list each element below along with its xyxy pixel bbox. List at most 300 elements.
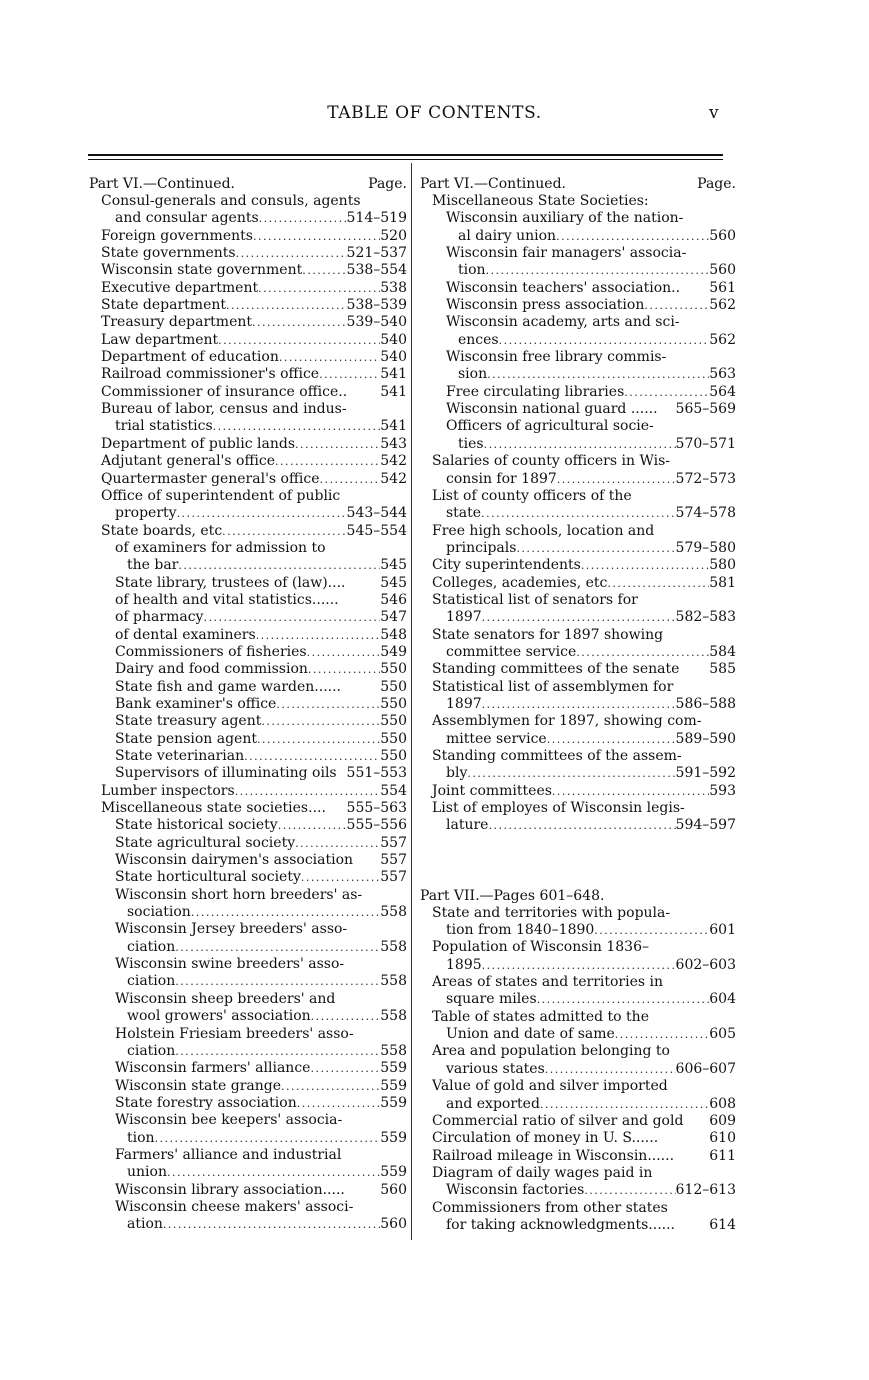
toc-entry-page: 521–537 [346, 245, 407, 262]
toc-entry [420, 922, 736, 939]
toc-entry-page: 604 [709, 991, 736, 1008]
toc-entry [89, 1164, 407, 1181]
toc-entry-title: State forestry association [115, 1094, 297, 1111]
toc-entry-page: 550 [380, 695, 407, 712]
toc-entry-title: Farmers' alliance and industrial [115, 1146, 342, 1163]
toc-entry-title: Foreign governments [101, 227, 253, 244]
toc-entry [420, 280, 736, 297]
toc-entry-title: Wisconsin auxiliary of the nation- [446, 210, 684, 227]
toc-entry-page: 545 [380, 557, 407, 574]
dot-leader [545, 1061, 676, 1078]
dot-leader [556, 228, 709, 245]
toc-entry [420, 679, 736, 696]
dot-leader [537, 991, 710, 1008]
toc-entry-title: ties [458, 435, 484, 452]
toc-entry-title: Supervisors of illuminating oils [115, 765, 337, 782]
toc-entry-title: of examiners for admission to [115, 539, 326, 556]
toc-entry-page: 593 [709, 782, 736, 799]
toc-entry [89, 245, 407, 262]
dot-leader [499, 332, 710, 349]
toc-entry [420, 1096, 736, 1113]
toc-entry-page: 520 [380, 227, 407, 244]
toc-entry-page: 539–540 [346, 314, 407, 331]
toc-entry-title: Department of education [101, 349, 279, 366]
dot-leader [281, 1078, 380, 1095]
toc-entry-page: 541 [380, 418, 407, 435]
dot-leader [218, 332, 380, 349]
dot-leader [481, 505, 675, 522]
part-heading: Part VII.—Pages 601–648. [420, 887, 605, 904]
toc-entry-page: 549 [380, 643, 407, 660]
column-divider [411, 163, 412, 1240]
header-rule-thick [88, 154, 723, 156]
toc-entry-title: Wisconsin national guard ...... [446, 401, 658, 418]
dot-leader [488, 817, 675, 834]
toc-entry [420, 800, 736, 817]
toc-entry [420, 1009, 736, 1026]
toc-entry [420, 1043, 736, 1060]
toc-entry-title: of pharmacy [115, 609, 204, 626]
toc-entry [89, 939, 407, 956]
toc-entry-title: Miscellaneous state societies.... [101, 800, 326, 817]
toc-entry [420, 627, 736, 644]
toc-entry-list [420, 905, 736, 1235]
toc-entry-list [89, 193, 407, 1234]
toc-entry-title: Wisconsin cheese makers' associ- [115, 1198, 354, 1215]
toc-entry-page: 558 [380, 1008, 407, 1025]
dot-leader [175, 1043, 380, 1060]
dot-leader [275, 453, 380, 470]
toc-entry [89, 887, 407, 904]
toc-entry [89, 627, 407, 644]
toc-entry-page: 574–578 [675, 505, 736, 522]
toc-entry [89, 193, 407, 210]
toc-entry-title: Statistical list of senators for [432, 591, 638, 608]
toc-entry-title: Wisconsin fair managers' associa- [446, 245, 687, 262]
dot-leader [278, 817, 347, 834]
toc-entry [89, 661, 407, 678]
toc-entry-title: Wisconsin press association [446, 297, 645, 314]
toc-entry [89, 609, 407, 626]
dot-leader [482, 609, 676, 626]
toc-entry-page: 580 [709, 557, 736, 574]
dot-leader [256, 627, 381, 644]
toc-entry-title: union [127, 1164, 167, 1181]
dot-leader [540, 1096, 709, 1113]
toc-entry-page: 560 [709, 227, 736, 244]
toc-entry [89, 557, 407, 574]
toc-entry-title: City superintendents [432, 557, 581, 574]
toc-entry [420, 471, 736, 488]
toc-entry-page: 543 [380, 435, 407, 452]
toc-entry [420, 436, 736, 453]
toc-entry-page: 579–580 [675, 539, 736, 556]
dot-leader [482, 696, 676, 713]
toc-entry [89, 921, 407, 938]
dot-leader [295, 436, 380, 453]
toc-entry-title: Dairy and food commission [115, 661, 308, 678]
toc-entry-title: lature [446, 817, 489, 834]
toc-entry-title: State governments [101, 245, 236, 262]
toc-entry [89, 523, 407, 540]
toc-entry-title: Wisconsin swine breeders' asso- [115, 956, 345, 973]
toc-entry-page: 543–544 [346, 505, 407, 522]
toc-entry [420, 228, 736, 245]
toc-entry-title: property [115, 505, 177, 522]
toc-entry-title: Joint committees [432, 782, 552, 799]
toc-entry-page: 550 [380, 748, 407, 764]
toc-entry-title: Wisconsin academy, arts and sci- [446, 314, 680, 331]
toc-entry-title: Commissioners from other states [432, 1199, 668, 1216]
toc-entry-title: State horticultural society [115, 869, 301, 886]
toc-entry [89, 1095, 407, 1112]
toc-entry [420, 505, 736, 522]
toc-entry-page: 558 [380, 973, 407, 990]
toc-entry-title: Area and population belonging to [432, 1043, 670, 1060]
dot-leader [311, 1008, 381, 1025]
toc-entry-title: Officers of agricultural socie- [446, 418, 654, 435]
toc-entry-title: bly [446, 765, 468, 782]
toc-entry-page: 559 [380, 1077, 407, 1094]
toc-entry [89, 991, 407, 1008]
toc-entry [89, 210, 407, 227]
toc-entry-page: 614 [709, 1216, 736, 1233]
toc-entry [89, 505, 407, 522]
toc-entry-page: 560 [709, 262, 736, 279]
dot-leader [482, 957, 676, 974]
toc-entry [89, 401, 407, 418]
dot-leader [295, 835, 380, 852]
toc-entry [89, 1147, 407, 1164]
toc-entry-page: 608 [709, 1095, 736, 1112]
toc-entry-page: 557 [380, 834, 407, 851]
toc-entry-title: Wisconsin state government [101, 262, 303, 279]
toc-entry-title: al dairy union [458, 227, 557, 244]
dot-leader [487, 366, 709, 383]
toc-entry [420, 332, 736, 349]
toc-entry-page: 542 [380, 470, 407, 487]
toc-entry-title: and consular agents [115, 210, 259, 227]
toc-entry [89, 471, 407, 488]
toc-entry [420, 1182, 736, 1199]
toc-entry-page: 557 [380, 852, 407, 869]
toc-entry-page: 546 [380, 591, 407, 608]
toc-entry [89, 696, 407, 713]
toc-entry-page: 582–583 [675, 609, 736, 626]
dot-leader [615, 1026, 709, 1043]
toc-entry-title: State senators for 1897 showing [432, 626, 664, 643]
toc-entry [89, 1078, 407, 1095]
toc-entry [420, 1200, 736, 1217]
toc-entry-page: 558 [380, 1042, 407, 1059]
dot-leader [177, 505, 347, 522]
dot-leader [310, 1060, 380, 1077]
dot-leader [222, 523, 346, 540]
toc-entry [89, 973, 407, 990]
dot-leader [258, 280, 380, 297]
toc-entry-title: sion [458, 366, 488, 383]
toc-entry [89, 575, 407, 592]
toc-entry-page: 586–588 [675, 695, 736, 712]
toc-entry-title: Quartermaster general's office [101, 470, 320, 487]
toc-entry-page: 559 [380, 1129, 407, 1146]
dot-leader [307, 644, 381, 661]
dot-leader [252, 314, 347, 331]
dot-leader [259, 210, 347, 227]
toc-entry-title: Wisconsin free library commis- [446, 349, 667, 366]
toc-entry-title: ences [458, 331, 499, 348]
toc-entry-title: Salaries of county officers in Wis- [432, 453, 670, 470]
toc-entry-page: 564 [709, 383, 736, 400]
toc-entry [420, 731, 736, 748]
header-rule-thin [88, 159, 723, 160]
toc-entry-title: ciation [127, 973, 176, 990]
toc-entry-title: Population of Wisconsin 1836– [432, 939, 649, 956]
toc-entry [420, 314, 736, 331]
toc-entry [89, 835, 407, 852]
toc-entry [89, 852, 407, 869]
toc-entry [89, 1026, 407, 1043]
left-part-heading-row [89, 175, 407, 193]
toc-entry [89, 592, 407, 609]
toc-entry [420, 592, 736, 609]
toc-entry [420, 349, 736, 366]
right-column [420, 175, 736, 1234]
dot-leader [213, 418, 381, 435]
toc-entry-page: 541 [380, 366, 407, 383]
toc-entry-title: Wisconsin state grange [115, 1077, 282, 1094]
toc-entry [89, 366, 407, 383]
toc-entry [89, 488, 407, 505]
toc-entry-title: State fish and game warden...... [115, 678, 341, 695]
toc-entry [420, 661, 736, 678]
toc-entry-page: 605 [709, 1026, 736, 1043]
toc-entry [420, 1026, 736, 1043]
toc-entry-page: 606–607 [675, 1060, 736, 1077]
toc-entry-title: Wisconsin sheep breeders' and [115, 990, 336, 1007]
toc-entry-title: Office of superintendent of public [101, 487, 341, 504]
toc-entry-page: 514–519 [346, 210, 407, 227]
toc-entry [420, 523, 736, 540]
dot-leader [167, 1164, 380, 1181]
toc-entry-page: 540 [380, 349, 407, 366]
page-label: Page. [368, 176, 407, 192]
dot-leader [576, 644, 709, 661]
toc-entry-title: Law department [101, 331, 219, 348]
toc-entry-title: State treasury agent [115, 713, 262, 730]
toc-entry-title: ciation [127, 938, 176, 955]
part7-heading-row [420, 887, 736, 905]
toc-entry-page: 559 [380, 1164, 407, 1181]
toc-entry-page: 589–590 [675, 730, 736, 747]
toc-entry [420, 262, 736, 279]
toc-entry [420, 696, 736, 713]
toc-entry [89, 904, 407, 921]
toc-entry-title: Holstein Friesiam breeders' asso- [115, 1025, 354, 1042]
toc-entry [89, 713, 407, 730]
dot-leader [253, 228, 380, 245]
page-title: TABLE OF CONTENTS. [327, 103, 542, 123]
toc-entry [89, 280, 407, 297]
toc-entry [420, 748, 736, 765]
toc-entry-title: Treasury department [101, 314, 252, 331]
toc-entry-title: Bank examiner's office [115, 695, 277, 712]
toc-entry-page: 584 [709, 643, 736, 660]
toc-entry [89, 1182, 407, 1199]
dot-leader [257, 731, 380, 748]
toc-entry [420, 245, 736, 262]
toc-entry-page: 545–554 [346, 522, 407, 539]
toc-entry-page: 609 [709, 1112, 736, 1129]
toc-entry [420, 765, 736, 782]
dot-leader [484, 436, 676, 453]
toc-entry-title: Table of states admitted to the [432, 1008, 649, 1025]
toc-entry-title: sociation [127, 904, 191, 921]
toc-entry-title: the bar [127, 557, 179, 574]
toc-entry [89, 783, 407, 800]
toc-entry-title: Colleges, academies, etc [432, 574, 608, 591]
toc-entry-title: Statistical list of assemblymen for [432, 678, 674, 695]
toc-entry [89, 453, 407, 470]
toc-entry [89, 228, 407, 245]
toc-entry [89, 1060, 407, 1077]
toc-entry-page: 612–613 [675, 1182, 736, 1199]
dot-leader [175, 939, 380, 956]
dot-leader [203, 609, 380, 626]
toc-entry-title: Commissioners of fisheries [115, 643, 307, 660]
toc-entry-page: 558 [380, 938, 407, 955]
dot-leader [244, 748, 380, 765]
toc-entry-title: Wisconsin Jersey breeders' asso- [115, 921, 348, 938]
toc-entry-title: tion [127, 1129, 155, 1146]
toc-entry [89, 869, 407, 886]
toc-entry-title: Railroad mileage in Wisconsin...... [432, 1147, 675, 1164]
toc-entry [420, 453, 736, 470]
toc-entry [420, 974, 736, 991]
dot-leader [178, 557, 380, 574]
toc-entry-page: 572–573 [675, 470, 736, 487]
toc-entry-title: state [446, 505, 482, 522]
toc-entry [89, 1130, 407, 1147]
toc-entry [89, 1199, 407, 1216]
toc-entry-title: Free high schools, location and [432, 522, 655, 539]
toc-entry-page: 550 [380, 730, 407, 747]
toc-entry [89, 418, 407, 435]
toc-entry-page: 542 [380, 453, 407, 470]
dot-leader [516, 540, 675, 557]
toc-entry [89, 765, 407, 782]
toc-entry-page: 565–569 [675, 401, 736, 418]
toc-entry-title: Standing committees of the assem- [432, 748, 682, 764]
toc-entry-title: principals [446, 539, 517, 556]
toc-entry-title: tion [458, 262, 486, 279]
toc-entry [89, 748, 407, 765]
toc-entry-title: of health and vital statistics...... [115, 591, 339, 608]
dot-leader [163, 1216, 380, 1233]
dot-leader [276, 696, 380, 713]
toc-entry [420, 297, 736, 314]
toc-entry-title: tion from 1840–1890 [446, 922, 595, 939]
toc-entry [89, 384, 407, 401]
toc-entry-title: List of county officers of the [432, 487, 632, 504]
toc-entry-title: Union and date of same [446, 1026, 615, 1043]
page-label: Page. [697, 176, 736, 192]
toc-entry-title: Miscellaneous State Societies: [432, 193, 649, 209]
toc-entry-page: 545 [380, 574, 407, 591]
toc-entry-title: Commissioner of insurance office.. [101, 383, 348, 400]
toc-entry-page: 562 [709, 331, 736, 348]
toc-entry [420, 418, 736, 435]
toc-entry [420, 366, 736, 383]
part-heading: Part VI.—Continued. [89, 176, 235, 192]
toc-entry [89, 332, 407, 349]
toc-entry-page: 560 [380, 1216, 407, 1233]
toc-entry-title: Railroad commissioner's office [101, 366, 320, 383]
toc-entry-title: State historical society [115, 817, 278, 834]
toc-entry [420, 210, 736, 227]
toc-entry-title: State and territories with popula- [432, 904, 671, 921]
toc-entry-page: 560 [380, 1181, 407, 1198]
toc-entry-page: 594–597 [675, 817, 736, 834]
toc-entry [89, 644, 407, 661]
toc-entry-title: Assemblymen for 1897, showing com- [432, 713, 702, 730]
toc-entry [89, 314, 407, 331]
toc-entry [420, 957, 736, 974]
toc-entry-title: Areas of states and territories in [432, 974, 664, 991]
toc-entry-page: 558 [380, 904, 407, 921]
dot-leader [226, 297, 347, 314]
toc-entry-page: 555–556 [346, 817, 407, 834]
page-number: v [709, 103, 719, 123]
toc-entry-title: committee service [446, 643, 577, 660]
toc-entry [420, 1165, 736, 1182]
toc-entry [420, 193, 736, 210]
dot-leader [624, 384, 709, 401]
dot-leader [319, 366, 380, 383]
dot-leader [547, 731, 676, 748]
toc-entry-title: Wisconsin library association..... [115, 1181, 345, 1198]
toc-entry-title: Wisconsin factories [446, 1182, 585, 1199]
dot-leader [467, 765, 675, 782]
dot-leader [594, 922, 709, 939]
toc-entry-list [420, 193, 736, 835]
toc-entry-title: State agricultural society [115, 834, 296, 851]
toc-entry [420, 1078, 736, 1095]
toc-entry [420, 401, 736, 418]
dot-leader [486, 262, 710, 279]
toc-entry-page: 541 [380, 383, 407, 400]
toc-entry-page: 559 [380, 1060, 407, 1077]
toc-entry-title: Wisconsin bee keepers' associa- [115, 1112, 343, 1129]
toc-entry-title: State department [101, 297, 227, 314]
toc-entry-title: and exported [446, 1095, 540, 1112]
dot-leader [175, 973, 380, 990]
toc-entry-title: Department of public lands [101, 435, 296, 452]
toc-entry-page: 538–539 [346, 297, 407, 314]
toc-entry-title: 1897 [446, 695, 482, 712]
toc-entry [89, 1008, 407, 1025]
toc-entry-title: Circulation of money in U. S...... [432, 1130, 659, 1147]
toc-entry-page: 555–563 [346, 800, 407, 817]
dot-leader [644, 297, 709, 314]
toc-entry-page: 557 [380, 869, 407, 886]
toc-entry-title: Wisconsin dairymen's association [115, 852, 354, 869]
toc-entry [89, 731, 407, 748]
toc-entry [89, 800, 407, 817]
toc-entry [420, 817, 736, 834]
toc-entry-title: trial statistics [115, 418, 213, 435]
toc-entry-title: 1897 [446, 609, 482, 626]
